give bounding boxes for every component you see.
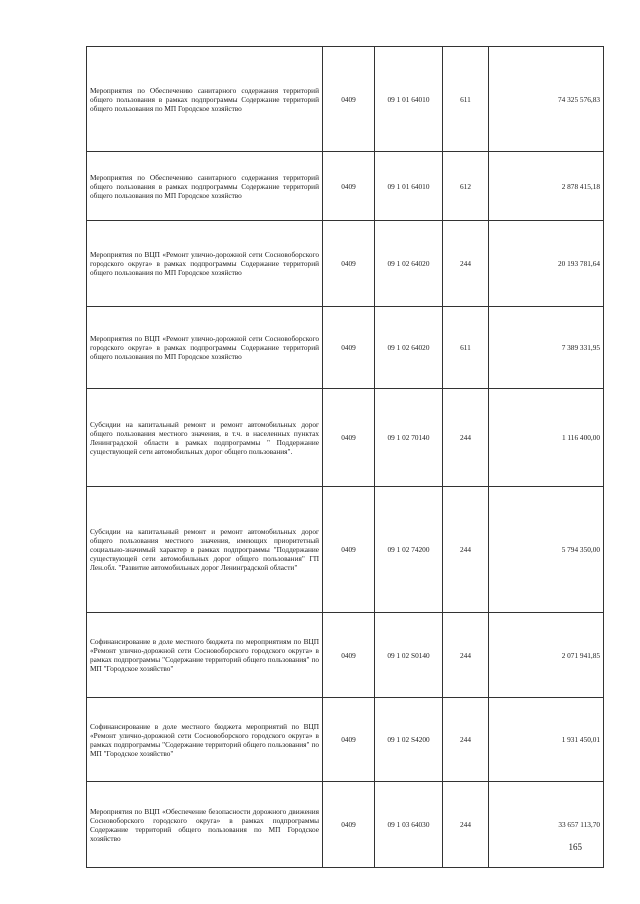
row-amount: 5 794 350,00 [489,487,604,613]
table-row [87,221,604,307]
row-target-code: 09 1 03 64030 [375,782,443,868]
row-amount: 2 878 415,18 [489,152,604,221]
row-expense-kind: 611 [443,47,489,152]
table-row [87,389,604,487]
table-row [87,698,604,782]
row-expense-kind: 244 [443,487,489,613]
row-section-code: 0409 [323,307,375,389]
row-section-code: 0409 [323,152,375,221]
row-target-code: 09 1 02 S4200 [375,698,443,782]
row-target-code: 09 1 02 S0140 [375,613,443,698]
row-expense-kind: 611 [443,307,489,389]
row-target-code: 09 1 02 70140 [375,389,443,487]
table-row [87,307,604,389]
row-expense-kind: 244 [443,389,489,487]
row-expense-kind: 612 [443,152,489,221]
row-description: Мероприятия по Обеспечению санитарного содержания территорий общего пользования в рамках подпрограммы Содержание территорий общего пользования по МП Городское хозяйство [87,152,323,221]
page-number: 165 [568,842,582,852]
row-description: Мероприятия по ВЦП «Ремонт улично-дорожной сети Сосновоборского городского округа» в рамках подпрограммы Содержание территорий общего пользования по МП Городское хозяйство [87,221,323,307]
table-row [87,47,604,152]
row-expense-kind: 244 [443,221,489,307]
row-amount: 20 193 781,64 [489,221,604,307]
row-description: Субсидии на капитальный ремонт и ремонт автомобильных дорог общего пользования местного значения, в т.ч. в населенных пунктах Ленинградской области в рамках подпрограммы " Поддержание существующей сети автомобильных дорог общего пользования". [87,389,323,487]
row-expense-kind: 244 [443,782,489,868]
row-section-code: 0409 [323,487,375,613]
row-description: Софинансирование в доле местного бюджета мероприятий по ВЦП «Ремонт улично-дорожной сети Сосновоборского городского округа» в рамках подпрограммы "Содержание территорий общего пользования" по МП "Городское хозяйство" [87,698,323,782]
row-description: Мероприятия по ВЦП «Ремонт улично-дорожной сети Сосновоборского городского округа» в рамках подпрограммы Содержание территорий общего пользования по МП Городское хозяйство [87,307,323,389]
table-row [87,487,604,613]
row-amount: 7 389 331,95 [489,307,604,389]
table-row [87,613,604,698]
budget-table [86,46,604,868]
table-row [87,152,604,221]
row-target-code: 09 1 02 64020 [375,221,443,307]
row-target-code: 09 1 02 64020 [375,307,443,389]
row-description: Субсидии на капитальный ремонт и ремонт автомобильных дорог общего пользования местного значения, имеющих приоритетный социально-значимый характер в рамках подпрограммы "Поддержание существующей сети автомобильных дорог общего пользования" ГП Лен.обл. "Развитие автомобильных дорог Ленинградской области" [87,487,323,613]
row-section-code: 0409 [323,782,375,868]
row-description: Мероприятия по ВЦП «Обеспечение безопасности дорожного движения Сосновоборского городского округа» в рамках подпрограммы Содержание территорий общего пользования по МП Городское хозяйство [87,782,323,868]
row-description: Софинансирование в доле местного бюджета по мероприятиям по ВЦП «Ремонт улично-дорожной сети Сосновоборского городского округа» в рамках подпрограммы "Содержание территорий общего пользования" по МП "Городское хозяйство" [87,613,323,698]
row-description: Мероприятия по Обеспечению санитарного содержания территорий общего пользования в рамках подпрограммы Содержание территорий общего пользования по МП Городское хозяйство [87,47,323,152]
row-amount: 2 071 941,85 [489,613,604,698]
table-row [87,782,604,868]
row-expense-kind: 244 [443,698,489,782]
row-amount: 33 657 113,70 [489,782,604,868]
row-section-code: 0409 [323,221,375,307]
row-section-code: 0409 [323,613,375,698]
row-target-code: 09 1 01 64010 [375,152,443,221]
row-target-code: 09 1 02 74200 [375,487,443,613]
row-expense-kind: 244 [443,613,489,698]
row-amount: 74 325 576,83 [489,47,604,152]
row-target-code: 09 1 01 64010 [375,47,443,152]
row-section-code: 0409 [323,47,375,152]
row-amount: 1 931 450,01 [489,698,604,782]
row-amount: 1 116 400,00 [489,389,604,487]
row-section-code: 0409 [323,698,375,782]
row-section-code: 0409 [323,389,375,487]
